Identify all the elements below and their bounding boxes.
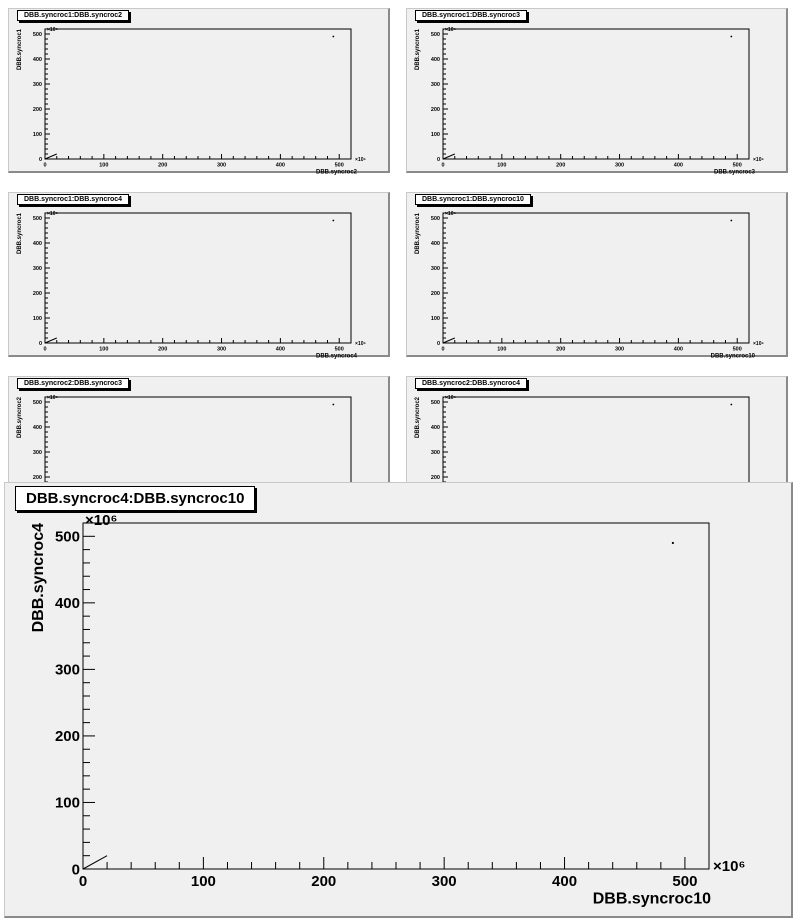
y-tick-label: 0	[38, 156, 42, 163]
y-tick-label: 500	[32, 31, 42, 38]
plot-frame	[45, 213, 351, 343]
pad-syncroc1-vs-syncroc10[interactable]	[406, 192, 788, 360]
y-tick-label: 200	[430, 290, 440, 297]
plot-frame	[443, 213, 749, 343]
pad-title: DBB.syncroc2:DBB.syncroc4	[415, 378, 527, 389]
data-point	[332, 220, 334, 222]
y-tick-label: 400	[430, 56, 440, 63]
y-tick-label: 200	[32, 106, 42, 113]
x-tick-label: 400	[275, 346, 285, 353]
data-point	[730, 220, 732, 222]
pad-title: DBB.syncroc4:DBB.syncroc10	[15, 486, 255, 511]
y-tick-label: 300	[430, 449, 440, 456]
x-exponent-label: ×10⁶	[355, 157, 366, 163]
y-exponent-label: ×10⁶	[445, 395, 456, 401]
y-tick-label: 100	[32, 131, 42, 138]
x-tick-label: 300	[614, 162, 625, 169]
x-tick-label: 300	[216, 346, 227, 353]
x-axis-title: DBB.syncroc3	[713, 169, 755, 176]
data-segment	[443, 338, 455, 343]
x-tick-label: 400	[275, 162, 285, 169]
y-tick-label: 100	[54, 794, 80, 812]
x-tick-label: 100	[190, 873, 216, 890]
pad-title: DBB.syncroc1:DBB.syncroc2	[17, 10, 129, 21]
data-point	[672, 542, 674, 544]
plot-frame	[83, 523, 709, 869]
y-axis-title: DBB.syncroc4	[30, 523, 47, 633]
chart-syncroc1-vs-syncroc4	[9, 193, 391, 358]
y-tick-label: 300	[32, 81, 42, 88]
y-tick-label: 200	[32, 290, 42, 297]
pad-title: DBB.syncroc1:DBB.syncroc10	[415, 194, 531, 205]
chart-syncroc1-vs-syncroc2	[9, 9, 391, 174]
chart-syncroc1-vs-syncroc3	[407, 9, 789, 174]
x-tick-label: 500	[334, 346, 344, 353]
x-tick-label: 100	[497, 162, 507, 169]
y-axis-title: DBB.syncroc2	[17, 397, 23, 439]
y-exponent-label: ×10⁶	[47, 395, 58, 401]
data-segment	[83, 856, 107, 869]
x-tick-label: 0	[43, 162, 47, 169]
x-tick-label: 200	[556, 346, 566, 353]
x-tick-label: 200	[311, 873, 337, 890]
x-tick-label: 500	[672, 873, 698, 890]
y-tick-label: 500	[430, 31, 440, 38]
y-tick-label: 100	[32, 315, 42, 322]
pad-syncroc1-vs-syncroc2[interactable]	[8, 8, 390, 176]
y-tick-label: 0	[436, 156, 440, 163]
y-tick-label: 0	[436, 340, 440, 347]
y-tick-label: 300	[54, 661, 80, 679]
data-segment	[45, 154, 57, 159]
y-tick-label: 400	[32, 56, 42, 63]
y-axis-title: DBB.syncroc2	[415, 397, 421, 439]
chart-syncroc1-vs-syncroc10	[407, 193, 789, 358]
plot-frame	[45, 29, 351, 159]
x-tick-label: 300	[614, 346, 625, 353]
x-tick-label: 100	[99, 346, 109, 353]
x-exponent-label: ×10⁶	[713, 858, 746, 875]
x-tick-label: 300	[216, 162, 227, 169]
x-tick-label: 0	[78, 873, 88, 890]
y-tick-label: 100	[430, 131, 440, 138]
x-tick-label: 200	[556, 162, 566, 169]
x-tick-label: 200	[158, 162, 168, 169]
y-tick-label: 300	[430, 265, 440, 272]
x-tick-label: 500	[732, 346, 742, 353]
plot-frame	[443, 29, 749, 159]
y-tick-label: 300	[32, 449, 42, 456]
data-segment	[45, 338, 57, 343]
pad-title: DBB.syncroc1:DBB.syncroc3	[415, 10, 527, 21]
y-tick-label: 500	[32, 215, 42, 222]
y-tick-label: 200	[54, 728, 80, 746]
data-point	[730, 36, 732, 38]
x-axis-title: DBB.syncroc4	[315, 353, 357, 360]
x-tick-label: 500	[334, 162, 344, 169]
y-tick-label: 300	[430, 81, 440, 88]
y-axis-title: DBB.syncroc1	[17, 213, 23, 255]
x-tick-label: 500	[732, 162, 742, 169]
y-tick-label: 200	[32, 474, 42, 481]
data-point	[332, 36, 334, 38]
pad-title: DBB.syncroc1:DBB.syncroc4	[17, 194, 129, 205]
y-exponent-label: ×10⁶	[445, 27, 456, 33]
y-tick-label: 400	[32, 424, 42, 431]
pad-syncroc1-vs-syncroc4[interactable]	[8, 192, 390, 360]
y-tick-label: 400	[32, 240, 42, 247]
y-axis-title: DBB.syncroc1	[415, 29, 421, 71]
x-axis-title: DBB.syncroc10	[592, 890, 711, 908]
y-tick-label: 0	[38, 340, 42, 347]
x-exponent-label: ×10⁶	[753, 157, 764, 163]
x-tick-label: 0	[43, 346, 47, 353]
y-tick-label: 500	[430, 399, 440, 406]
y-tick-label: 100	[430, 315, 440, 322]
x-tick-label: 200	[158, 346, 168, 353]
y-tick-label: 200	[430, 474, 440, 481]
x-tick-label: 400	[552, 873, 578, 890]
x-tick-label: 400	[673, 162, 683, 169]
x-tick-label: 300	[431, 873, 457, 890]
y-exponent-label: ×10⁶	[47, 211, 58, 217]
y-exponent-label: ×10⁶	[47, 27, 58, 33]
x-axis-title: DBB.syncroc2	[315, 169, 357, 176]
y-exponent-label: ×10⁶	[445, 211, 456, 217]
pad-syncroc1-vs-syncroc3[interactable]	[406, 8, 788, 176]
y-tick-label: 500	[32, 399, 42, 406]
x-axis-title: DBB.syncroc10	[710, 353, 755, 360]
x-exponent-label: ×10⁶	[355, 341, 366, 347]
x-tick-label: 0	[441, 162, 445, 169]
pad-syncroc4-vs-syncroc10[interactable]	[4, 482, 793, 918]
y-tick-label: 0	[71, 861, 80, 879]
x-exponent-label: ×10⁶	[753, 341, 764, 347]
pad-title: DBB.syncroc2:DBB.syncroc3	[17, 378, 129, 389]
y-tick-label: 500	[430, 215, 440, 222]
y-axis-title: DBB.syncroc1	[17, 29, 23, 71]
y-tick-label: 400	[430, 240, 440, 247]
y-axis-title: DBB.syncroc1	[415, 213, 421, 255]
y-tick-label: 300	[32, 265, 42, 272]
chart-syncroc4-vs-syncroc10	[5, 483, 794, 919]
y-tick-label: 400	[430, 424, 440, 431]
data-point	[730, 404, 732, 406]
x-tick-label: 100	[99, 162, 109, 169]
y-tick-label: 200	[430, 106, 440, 113]
x-tick-label: 400	[673, 346, 683, 353]
y-exponent-label: ×10⁶	[85, 512, 118, 529]
y-tick-label: 400	[54, 595, 80, 613]
data-point	[332, 404, 334, 406]
x-tick-label: 100	[497, 346, 507, 353]
x-tick-label: 0	[441, 346, 445, 353]
y-tick-label: 500	[54, 528, 80, 546]
data-segment	[443, 154, 455, 159]
